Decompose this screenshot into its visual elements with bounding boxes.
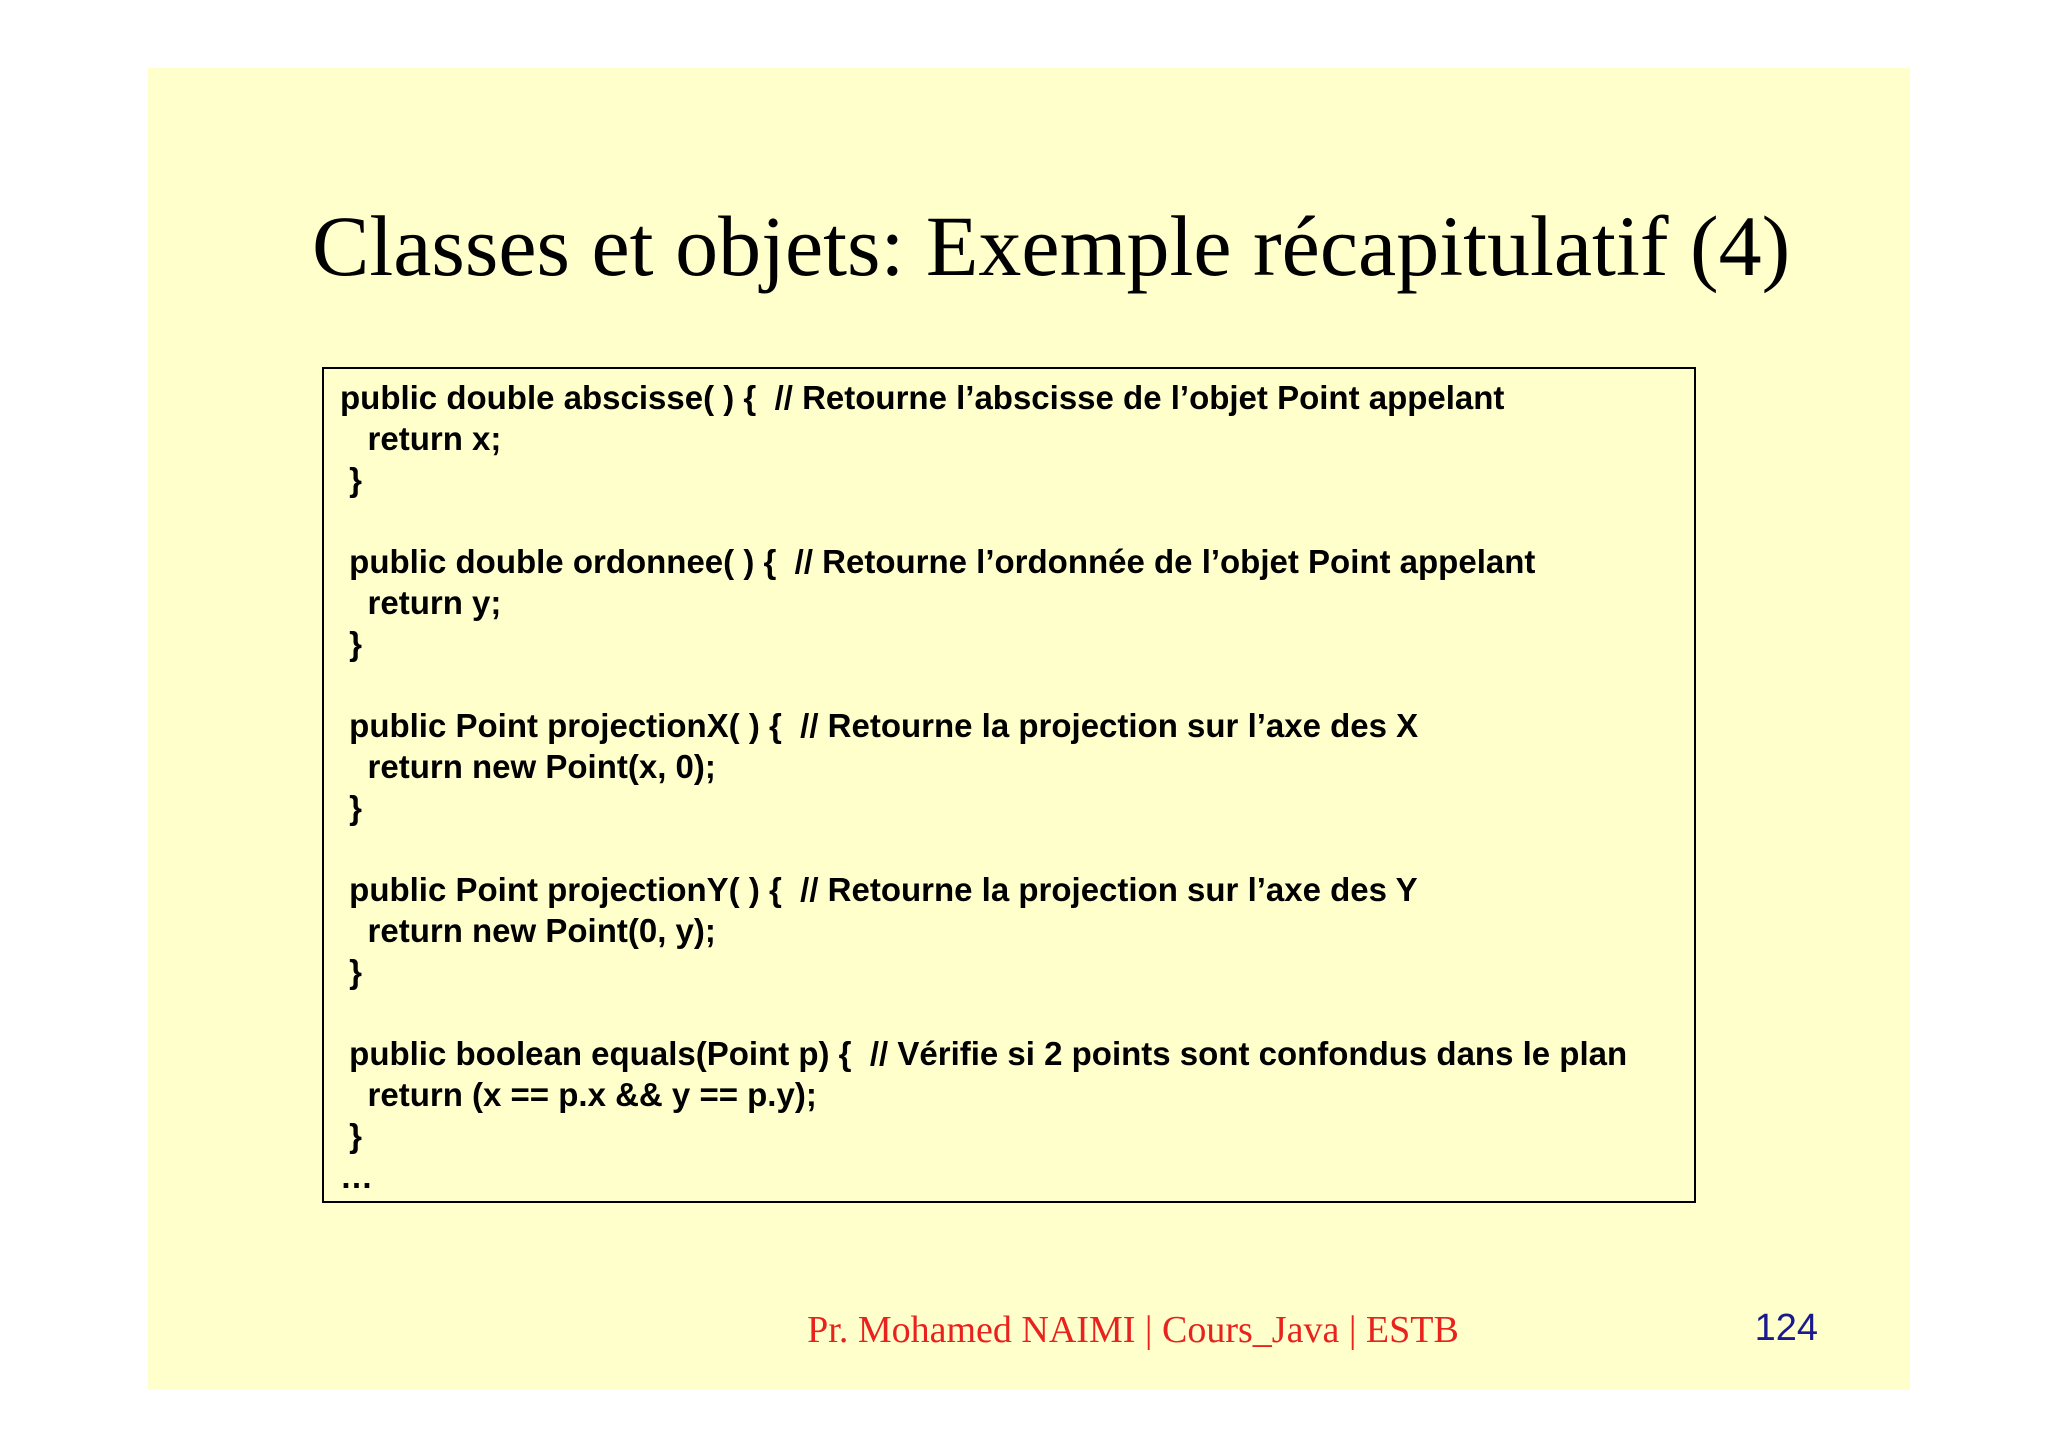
code-line: public double abscisse( ) { // Retourne l’abscisse de l’objet Point appelant bbox=[340, 379, 1505, 416]
page-number: 124 bbox=[1754, 1307, 1818, 1349]
code-line bbox=[340, 500, 1627, 541]
code-line: return new Point(0, y); bbox=[340, 912, 716, 949]
slide-footer: Pr. Mohamed NAIMI | Cours_Java | ESTB bbox=[807, 1309, 1459, 1351]
code-line: return y; bbox=[340, 584, 502, 621]
code-line: public Point projectionX( ) { // Retourne la projection sur l’axe des X bbox=[340, 707, 1419, 744]
code-line bbox=[340, 828, 1627, 869]
slide-title: Classes et objets: Exemple récapitulatif (4) bbox=[312, 198, 1791, 294]
code-line bbox=[340, 992, 1627, 1033]
code-line: } bbox=[340, 789, 363, 826]
code-line: } bbox=[340, 953, 363, 990]
code-line: public Point projectionY( ) { // Retourne la projection sur l’axe des Y bbox=[340, 871, 1418, 908]
code-line: } bbox=[340, 461, 363, 498]
code-line: … bbox=[340, 1158, 373, 1195]
slide bbox=[148, 68, 1910, 1390]
code-line: public double ordonnee( ) { // Retourne l’ordonnée de l’objet Point appelant bbox=[340, 543, 1536, 580]
code-line: return (x == p.x && y == p.y); bbox=[340, 1076, 817, 1113]
code-line: } bbox=[340, 625, 363, 662]
code-line bbox=[340, 664, 1627, 705]
code-box bbox=[322, 367, 1696, 1203]
code-line: return new Point(x, 0); bbox=[340, 748, 716, 785]
code-line: } bbox=[340, 1117, 363, 1154]
code-line: public boolean equals(Point p) { // Vérifie si 2 points sont confondus dans le plan bbox=[340, 1035, 1628, 1072]
code-line: return x; bbox=[340, 420, 502, 457]
code-listing bbox=[340, 377, 1627, 1197]
